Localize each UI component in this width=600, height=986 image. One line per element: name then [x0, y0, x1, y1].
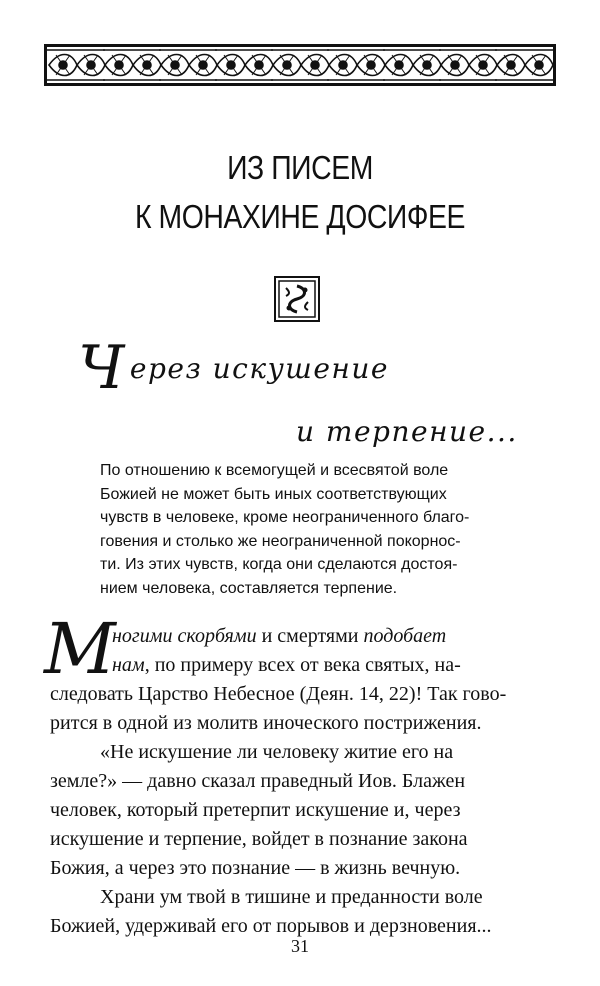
body-line [50, 622, 555, 651]
body-line: следовать Царство Небесное (Деян. 14, 22)! Так гово- [50, 683, 507, 705]
body-line: «Не искушение ли человеку житие его на [100, 741, 454, 763]
body-italic-phrase: ногими скорбями [112, 625, 257, 647]
section-subtitle-line-1 [78, 333, 389, 403]
ornament-pattern-icon [47, 47, 553, 83]
section-subtitle-line-2: и терпение... [296, 415, 518, 448]
body-italic-phrase: подобает [363, 625, 447, 647]
body-line: земле?» — давно сказал праведный Иов. Блажен [50, 770, 466, 792]
body-line: Храни ум твой в тишине и преданности воле [100, 886, 483, 908]
intro-line: По отношению к всемогущей и всесвятой воле [100, 462, 449, 479]
intro-line: ти. Из этих чувств, когда они сделаются достоя- [100, 556, 458, 574]
intro-line: чувств в человеке, кроме неограниченного благо- [100, 509, 470, 527]
intro-paragraph [100, 459, 505, 601]
body-line: искушение и терпение, войдет в познание закона [50, 828, 468, 850]
body-text-segment: и смертями [256, 625, 364, 647]
body-text-segment: , по примеру всех от века святых, на- [144, 654, 461, 676]
body-text [50, 622, 555, 941]
page-title-line-1: ИЗ ПИСЕМ [227, 149, 373, 186]
body-line: Божией, удерживай его от порывов и дерзновения... [50, 915, 492, 937]
subtitle-initial: Ч [78, 333, 126, 403]
intro-line: Божией не может быть иных соответствующих [100, 485, 447, 503]
body-italic-phrase: нам [112, 654, 145, 676]
body-line: рится в одной из молитв иноческого пострижения. [50, 712, 482, 734]
ornamental-emblem [274, 276, 320, 322]
drop-cap: М [44, 608, 116, 690]
body-line: Божия, а через это познание — в жизнь вечную. [50, 857, 461, 879]
page-title-line-2: К МОНАХИНЕ ДОСИФЕЕ [134, 198, 466, 235]
page-number: 31 [291, 936, 309, 956]
subtitle-line-1-text: ерез искушение [129, 352, 389, 385]
intro-line: нием человека, составляется терпение. [100, 579, 398, 597]
intro-line: говения и столько же неограниченной покорнос- [100, 532, 461, 550]
flourish-emblem-icon [276, 278, 318, 320]
body-line [50, 651, 555, 680]
decorative-header-band [44, 44, 556, 86]
body-line: человек, который претерпит искушение и, через [50, 799, 461, 821]
